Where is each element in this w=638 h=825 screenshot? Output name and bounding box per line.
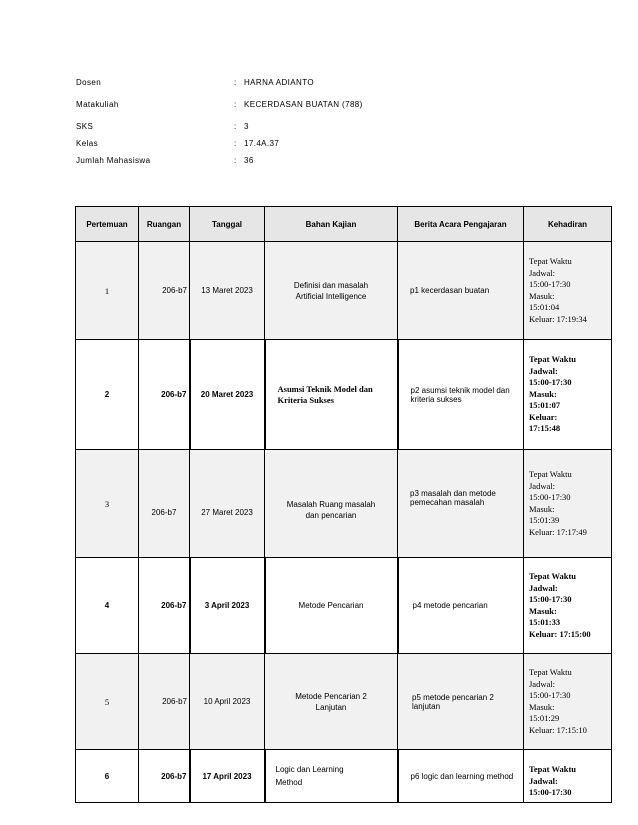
cell-tanggal: 13 Maret 2023 [190,242,265,340]
cell-tanggal: 10 April 2023 [190,654,265,750]
attendance-line: Keluar: 17:17:49 [529,526,587,537]
cell-berita-acara: p3 masalah dan metode pemecahan masalah [398,450,524,558]
info-value: HARNA ADIANTO [244,78,314,87]
attendance-line: Jadwal: [529,365,558,376]
cell-berita-acara: p6 logic dan learning method [398,750,524,803]
table-header-row [76,207,612,242]
info-label: SKS [76,122,94,131]
info-label: Matakuliah [76,100,119,109]
attendance-line: 15:00-17:30 [529,377,572,388]
cell-berita-acara: p4 metode pencarian [398,558,524,654]
cell-bahan-kajian [265,450,398,558]
cell-bahan-kajian [265,654,398,750]
cell-berita-acara: p1 kecerdasan buatan [398,242,524,340]
topic-line: Artificial Intelligence [295,291,367,301]
attendance-line: Tepat Waktu [529,667,572,677]
attendance-line: Tepat Waktu [529,571,577,581]
cell-bahan-kajian [265,340,398,450]
cell-bahan-kajian [265,750,398,803]
info-label: Kelas [76,139,99,148]
cell-pertemuan: 3 [76,450,139,558]
info-value: 3 [244,122,249,131]
attendance-line: 15:00-17:30 [529,594,572,604]
cell-bahan-kajian [265,242,398,340]
info-separator: : [234,156,237,165]
cell-kehadiran [524,242,612,340]
cell-pertemuan: 6 [76,750,139,803]
attendance-line: Masuk: [529,605,557,616]
topic-line: Asumsi Teknik Model dan [277,383,373,394]
cell-tanggal: 27 Maret 2023 [190,450,265,558]
topic-line: Logic dan Learning [275,765,344,774]
topic-line: Masalah Ruang masalah [286,499,376,509]
attendance-line: 17:15:48 [529,423,561,434]
topic-line: Definisi dan masalah [293,280,369,290]
cell-kehadiran [524,558,612,654]
attendance-line: Jadwal: [529,267,555,278]
cell-ruangan: 206-b7 [139,242,190,340]
cell-ruangan: 206-b7 [139,558,190,654]
info-separator: : [234,100,237,109]
info-separator: : [234,139,237,148]
cell-tanggal: 20 Maret 2023 [190,340,265,450]
attendance-line: Tepat Waktu [529,764,577,774]
info-separator: : [234,122,237,131]
topic-line: Lanjutan [315,702,347,712]
cell-kehadiran [524,340,612,450]
attendance-line: Jadwal: [529,582,558,593]
topic-line: Metode Pencarian [298,601,364,610]
attendance-line: 15:00-17:30 [529,492,571,502]
cell-kehadiran [524,450,612,558]
cell-berita-acara: p5 metode pencarian 2 lanjutan [398,654,524,750]
attendance-line: 15:01:07 [529,400,561,411]
cell-ruangan: 206-b7 [139,654,190,750]
attendance-line: Keluar: 17:15:00 [529,628,591,639]
header-ruangan: Ruangan [139,207,190,242]
table-row [76,558,612,654]
cell-pertemuan: 4 [76,558,139,654]
attendance-line: 15:00-17:30 [529,690,571,700]
cell-tanggal: 17 April 2023 [190,750,265,803]
info-label: Dosen [76,78,102,87]
attendance-line: Masuk: [529,388,557,399]
cell-kehadiran [524,654,612,750]
info-value: 17.4A.37 [244,139,280,148]
info-value: KECERDASAN BUATAN (788) [244,100,363,109]
attendance-line: Masuk: [529,503,555,514]
info-separator: : [234,78,237,87]
info-value: 36 [244,156,254,165]
cell-bahan-kajian [265,558,398,654]
attendance-line: Jadwal: [529,678,555,689]
attendance-line: Masuk: [529,701,555,712]
attendance-line: 15:01:39 [529,515,560,525]
header-bahan-kajian: Bahan Kajian [265,207,398,242]
attendance-line: Keluar: 17:19:34 [529,313,587,324]
table-row [76,242,612,340]
attendance-line: Tepat Waktu [529,469,572,479]
cell-kehadiran [524,750,612,803]
header-tanggal: Tanggal [190,207,265,242]
attendance-table [75,206,612,803]
info-label: Jumlah Mahasiswa [76,156,151,165]
attendance-line: Keluar: [529,411,558,422]
cell-ruangan: 206-b7 [139,750,190,803]
attendance-line: 15:01:33 [529,617,561,627]
table-row [76,340,612,450]
attendance-line: Jadwal: [529,480,555,491]
table-row [76,750,612,803]
cell-ruangan: 206-b7 [139,340,190,450]
attendance-line: Keluar: 17:15:10 [529,724,587,735]
cell-ruangan: 206-b7 [139,450,190,558]
attendance-line: 15:01:04 [529,302,560,312]
attendance-line: 15:01:29 [529,713,560,723]
topic-line: Kriteria Sukses [277,394,334,405]
cell-tanggal: 3 April 2023 [190,558,265,654]
attendance-line: 15:00-17:30 [529,787,572,797]
topic-line: Metode Pencarian 2 [295,691,367,701]
topic-line: Method [275,778,303,787]
attendance-line: Jadwal: [529,775,558,786]
header-kehadiran: Kehadiran [524,207,612,242]
attendance-line: Tepat Waktu [529,256,572,266]
attendance-line: Tepat Waktu [529,354,577,365]
header-pertemuan: Pertemuan [76,207,139,242]
cell-pertemuan: 2 [76,340,139,450]
cell-berita-acara: p2 asumsi teknik model dan kriteria sukses [398,340,524,450]
attendance-line: Masuk: [529,290,555,301]
table-row [76,450,612,558]
cell-pertemuan: 1 [76,242,139,340]
attendance-line: 15:00-17:30 [529,279,571,289]
header-berita-acara: Berita Acara Pengajaran [398,207,524,242]
table-row [76,654,612,750]
topic-line: dan pencarian [305,510,357,520]
cell-pertemuan: 5 [76,654,139,750]
